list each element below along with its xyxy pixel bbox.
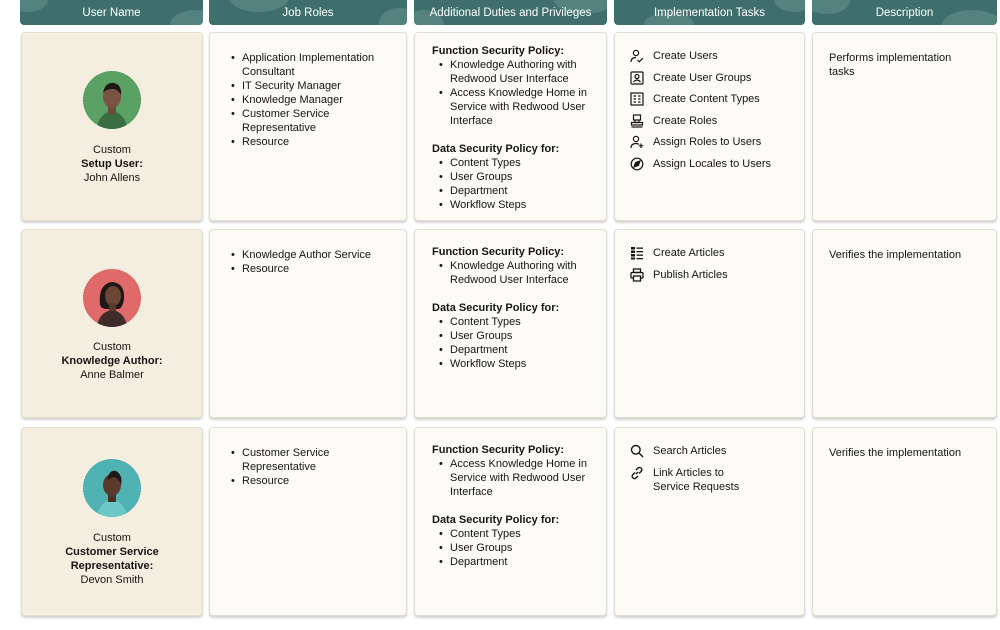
list-item: • Content Types xyxy=(438,527,596,541)
job-roles-list xyxy=(230,248,400,276)
task-item xyxy=(629,157,796,171)
list-item: • Knowledge Authoring with Redwood User Interface xyxy=(438,259,596,287)
list-item: • Content Types xyxy=(438,315,596,329)
task-item xyxy=(629,114,796,128)
description-card xyxy=(812,229,997,418)
task-label: Publish Articles xyxy=(653,268,728,281)
user-card-setup-user xyxy=(21,32,203,221)
user-prefix: Custom xyxy=(93,532,131,544)
task-label: Create Content Types xyxy=(653,93,760,105)
header-description-label: Description xyxy=(875,6,934,19)
list-item: • Customer Service Representative xyxy=(230,107,400,135)
task-item xyxy=(629,466,796,494)
header-user-name xyxy=(20,0,203,25)
task-item xyxy=(629,268,796,282)
user-role-line-1: Customer Service xyxy=(65,546,159,558)
duties-card xyxy=(414,229,607,418)
data-policy-title: Data Security Policy for: xyxy=(432,514,560,526)
task-item xyxy=(629,71,796,85)
printer-icon xyxy=(629,268,645,282)
header-tasks xyxy=(614,0,805,25)
user-check-icon xyxy=(629,49,645,63)
task-label: Assign Locales to Users xyxy=(653,157,771,170)
task-label: Create Users xyxy=(653,50,718,62)
content-type-icon xyxy=(629,92,645,106)
task-item xyxy=(629,92,796,106)
header-description xyxy=(812,0,997,25)
description-text: Performs implementation tasks xyxy=(829,52,952,78)
header-user-name-label: User Name xyxy=(82,6,141,19)
link-icon xyxy=(629,466,645,480)
job-roles-list xyxy=(230,51,400,149)
avatar xyxy=(83,269,141,327)
header-duties-label: Additional Duties and Privileges xyxy=(429,6,592,19)
description-card xyxy=(812,427,997,616)
tasks-card xyxy=(614,32,805,221)
duties-card xyxy=(414,32,607,221)
task-label: Create Articles xyxy=(653,247,725,259)
user-prefix: Custom xyxy=(93,341,131,353)
task-label: Search Articles xyxy=(653,445,727,457)
user-role: Setup User: xyxy=(81,158,143,170)
tasks-card xyxy=(614,229,805,418)
list-item: • Workflow Steps xyxy=(438,357,596,371)
avatar xyxy=(83,71,141,129)
task-label: Assign Roles to Users xyxy=(653,136,762,148)
user-name: Devon Smith xyxy=(80,574,144,586)
list-item: • User Groups xyxy=(438,541,596,555)
list-item: • Knowledge Author Service xyxy=(230,248,400,262)
job-roles-card xyxy=(209,229,407,418)
description-text: Verifies the implementation xyxy=(829,249,962,261)
list-item: • Knowledge Manager xyxy=(230,93,400,107)
role-stamp-icon xyxy=(629,114,645,128)
list-item: • Application Implementation Consultant xyxy=(230,51,400,79)
header-job-roles-label: Job Roles xyxy=(282,6,334,19)
list-item: • Access Knowledge Home in Service with Redwood User Interface xyxy=(438,86,596,128)
list-item: • Customer Service Representative xyxy=(230,446,350,474)
header-tasks-label: Implementation Tasks xyxy=(653,6,765,19)
list-item: • Resource xyxy=(230,262,400,276)
user-name: Anne Balmer xyxy=(80,369,144,381)
list-item: • Access Knowledge Home in Service with Redwood User Interface xyxy=(438,457,596,499)
list-item: • Department xyxy=(438,343,596,357)
article-list-icon xyxy=(629,246,645,260)
data-policy-title: Data Security Policy for: xyxy=(432,143,560,155)
user-card-customer-service-representative xyxy=(21,427,203,616)
job-roles-list xyxy=(230,446,350,488)
header-duties xyxy=(414,0,607,25)
list-item: • Resource xyxy=(230,474,350,488)
task-label: Link Articles to Service Requests xyxy=(653,466,740,493)
task-item xyxy=(629,135,796,149)
list-item: • Content Types xyxy=(438,156,596,170)
task-item xyxy=(629,246,796,260)
list-item: • IT Security Manager xyxy=(230,79,400,93)
locale-compass-icon xyxy=(629,157,645,171)
function-policy-title: Function Security Policy: xyxy=(432,246,565,258)
list-item: • Resource xyxy=(230,135,400,149)
list-item: • User Groups xyxy=(438,170,596,184)
list-item: • Workflow Steps xyxy=(438,198,596,212)
task-item xyxy=(629,444,796,458)
user-prefix: Custom xyxy=(93,144,131,156)
function-policy-title: Function Security Policy: xyxy=(432,444,565,456)
task-label: Create Roles xyxy=(653,114,718,127)
job-roles-card xyxy=(209,32,407,221)
function-policy-title: Function Security Policy: xyxy=(432,45,565,57)
description-card xyxy=(812,32,997,221)
user-add-icon xyxy=(629,135,645,149)
user-group-icon xyxy=(629,71,645,85)
user-card-knowledge-author xyxy=(21,229,203,418)
list-item: • Knowledge Authoring with Redwood User Interface xyxy=(438,58,596,86)
task-label: Create User Groups xyxy=(653,71,752,84)
list-item: • User Groups xyxy=(438,329,596,343)
list-item: • Department xyxy=(438,184,596,198)
task-item xyxy=(629,49,796,63)
user-role-line-2: Representative: xyxy=(70,560,154,572)
list-item: • Department xyxy=(438,555,596,569)
avatar xyxy=(83,459,141,517)
search-icon xyxy=(629,444,645,458)
tasks-card xyxy=(614,427,805,616)
job-roles-card xyxy=(209,427,407,616)
data-policy-title: Data Security Policy for: xyxy=(432,302,560,314)
user-name: John Allens xyxy=(83,172,141,184)
user-role: Knowledge Author: xyxy=(61,355,163,367)
duties-card xyxy=(414,427,607,616)
description-text: Verifies the implementation xyxy=(829,447,962,459)
header-job-roles xyxy=(209,0,407,25)
